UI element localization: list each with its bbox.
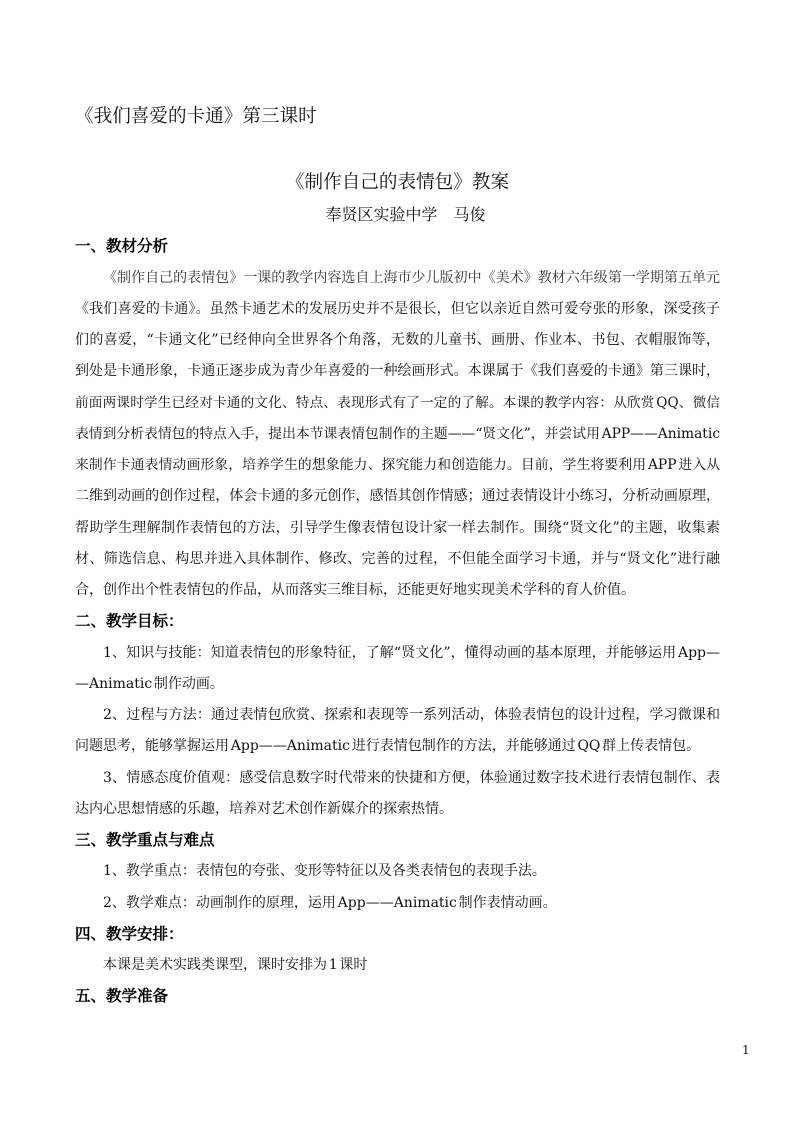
objective-line: 达内心思想情感的乐趣，培养对艺术创作新媒介的探索热情。 xyxy=(75,800,453,817)
schedule-line: 本课是美术实践类课型，课时安排为1课时 xyxy=(103,957,368,974)
paragraph-line: 前面两课时学生已经对卡通的文化、特点、表现形式有了一定的了解。本课的教学内容：从欣赏QQ、微信 xyxy=(75,394,720,411)
section-teaching-preparation xyxy=(75,981,720,1012)
page-number: 1 xyxy=(742,1043,750,1057)
section-teaching-objectives xyxy=(75,606,720,825)
document-body xyxy=(75,231,720,1012)
paragraph-line: 帮助学生理解制作表情包的方法，引导学生像表情包设计家一样去制作。围绕“贤文化”的主题，收集素 xyxy=(75,519,720,536)
section-heading: 一、教材分析 xyxy=(75,237,169,256)
paragraph-line: 合，创作出个性表情包的作品，从而落实三维目标，还能更好地实现美术学科的育人价值。 xyxy=(75,582,635,599)
section-key-points xyxy=(75,825,720,919)
author-line: 奉贤区实验中学 马俊 xyxy=(325,205,486,224)
objective-line: 1、知识与技能：知道表情包的形象特征，了解“贤文化”，懂得动画的基本原理，并能够运用App— xyxy=(103,644,720,661)
section-heading: 二、教学目标： xyxy=(75,612,184,631)
paragraph-line: 到处是卡通形象，卡通正逐步成为青少年喜爱的一种绘画形式。本课属于《我们喜爱的卡通》第三课时， xyxy=(75,363,720,380)
paragraph-line: 二维到动画的创作过程，体会卡通的多元创作，感悟其创作情感；通过表情设计小练习，分析动画原理， xyxy=(75,488,720,505)
lesson-plan-title: 《制作自己的表情包》教案 xyxy=(285,172,510,193)
objective-line: 3、情感态度价值观：感受信息数字时代带来的快捷和方便，体验通过数字技术进行表情包制作、表 xyxy=(103,769,720,786)
key-point-line: 1、教学重点：表情包的夸张、变形等特征以及各类表情包的表现手法。 xyxy=(103,863,546,880)
paragraph-line: 材、筛选信息、构思并进入具体制作、修改、完善的过程，不但能全面学习卡通，并与“贤文化”进行融 xyxy=(75,550,720,567)
section-heading: 三、教学重点与难点 xyxy=(75,831,215,850)
objective-line: —Animatic制作动画。 xyxy=(75,675,224,692)
section-material-analysis xyxy=(75,231,720,606)
unit-title: 《我们喜爱的卡通》第三课时 xyxy=(75,106,317,127)
paragraph-line: 《我们喜爱的卡通》。虽然卡通艺术的发展历史并不是很长，但它以亲近自然可爱夸张的形象，深受孩子 xyxy=(75,300,720,317)
section-heading: 四、教学安排： xyxy=(75,924,184,943)
paragraph-line: 来制作卡通表情动画形象，培养学生的想象能力、探究能力和创造能力。目前，学生将要利用APP进入从 xyxy=(75,457,720,474)
paragraph-line: 们的喜爱，“卡通文化”已经伸向全世界各个角落，无数的儿童书、画册、作业本、书包、衣帽服饰等， xyxy=(75,332,720,349)
objective-line: 2、过程与方法：通过表情包欣赏、探索和表现等一系列活动，体验表情包的设计过程，学习微课和 xyxy=(103,707,720,724)
section-teaching-schedule xyxy=(75,919,720,982)
section-heading: 五、教学准备 xyxy=(75,987,169,1006)
objective-line: 问题思考，能够掌握运用App——Animatic进行表情包制作的方法，并能够通过QQ群上传表情包。 xyxy=(75,738,701,755)
difficulty-line: 2、教学难点：动画制作的原理，运用App——Animatic制作表情动画。 xyxy=(103,894,557,911)
paragraph-line: 《制作自己的表情包》一课的教学内容选自上海市少儿版初中《美术》教材六年级第一学期第五单元 xyxy=(103,269,720,286)
paragraph-line: 表情到分析表情包的特点入手，提出本节课表情包制作的主题——“贤文化”，并尝试用APP——Animatic xyxy=(75,425,720,442)
